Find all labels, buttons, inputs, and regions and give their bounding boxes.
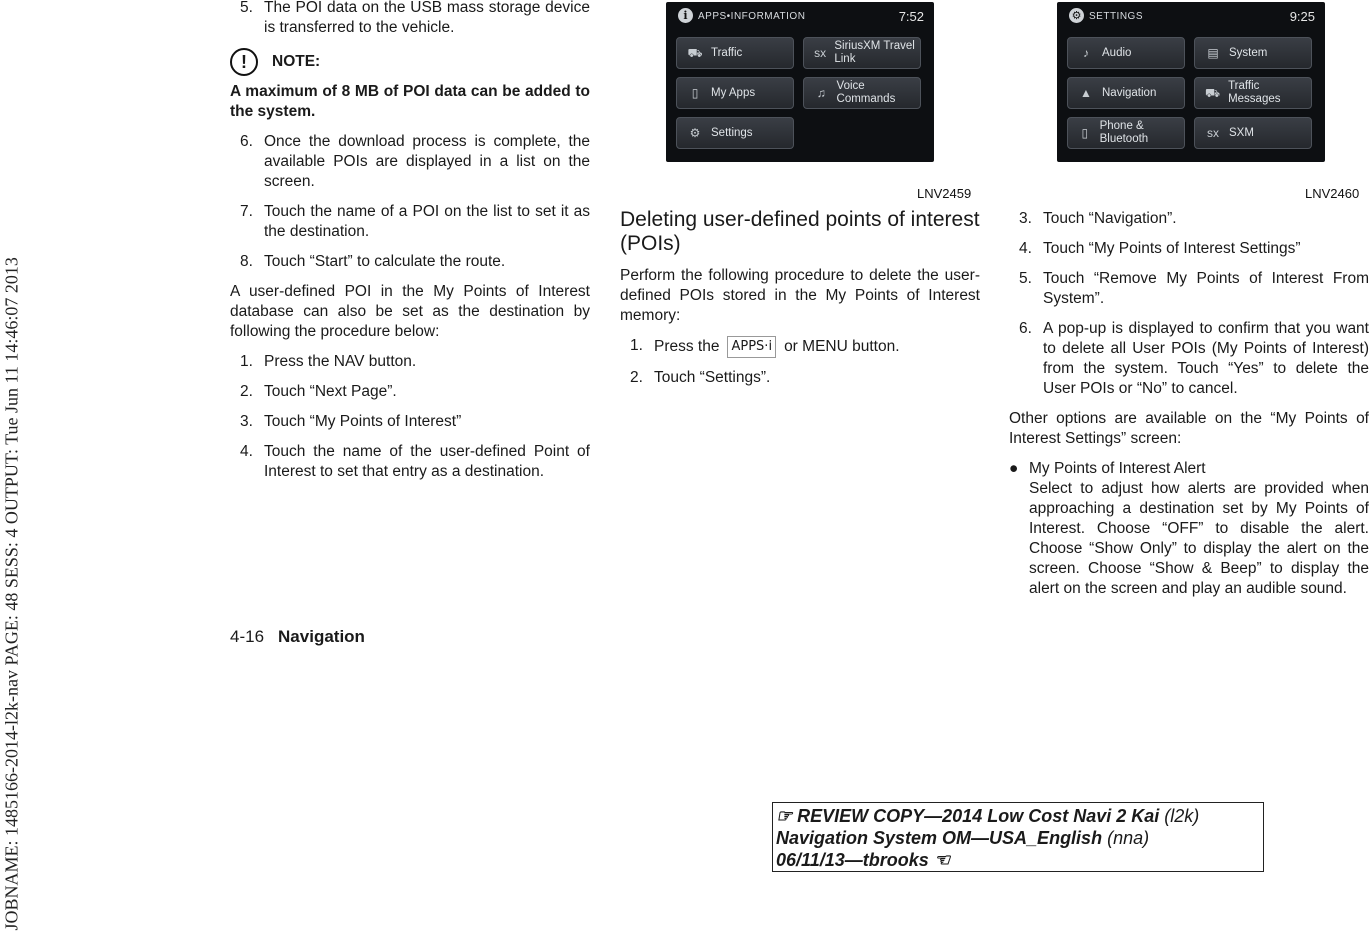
note-header bbox=[230, 48, 590, 76]
audio-button[interactable]: ♪ Audio bbox=[1067, 37, 1185, 69]
step-number: 3. bbox=[240, 413, 253, 430]
step-number: 2. bbox=[630, 369, 643, 386]
step-item bbox=[230, 202, 590, 242]
step-number: 4. bbox=[1019, 240, 1032, 257]
step-text: Touch the name of the user-defined Point of Interest to set that entry as a destination. bbox=[264, 443, 590, 480]
step-text: Touch “Start” to calculate the route. bbox=[264, 253, 506, 270]
gear-icon: ⚙ bbox=[689, 125, 701, 140]
bullet-body: Select to adjust how alerts are provided when approaching a destination set by My Points of Interest. Choose “OFF” to disable the alert. Choose “Show Only” to display the alert on the screen. Choose “Show & Beep” to display the alert on the screen and play an audible sound. bbox=[1029, 480, 1369, 597]
page-number: 4-16 bbox=[230, 627, 265, 646]
step-2 bbox=[620, 368, 980, 388]
review-line1: ☞ REVIEW COPY—2014 Low Cost Navi 2 Kai bbox=[776, 806, 1160, 826]
step-item bbox=[230, 132, 590, 192]
figure-caption-1: LNV2459 bbox=[917, 186, 972, 201]
step-text: Touch “My Points of Interest Settings” bbox=[1043, 240, 1301, 257]
step-1 bbox=[620, 336, 980, 358]
step-number: 2. bbox=[240, 383, 253, 400]
steps-list-b bbox=[230, 352, 590, 482]
sxm-button[interactable]: sx SXM bbox=[1194, 117, 1312, 149]
settings-screen bbox=[1057, 2, 1325, 162]
step-text: Touch “Remove My Points of Interest From System”. bbox=[1043, 270, 1369, 307]
apps-info-button-icon: APPS·i bbox=[727, 336, 776, 358]
step-number: 1. bbox=[630, 337, 643, 354]
traffic-button[interactable]: ⛟ Traffic bbox=[676, 37, 794, 69]
step-item bbox=[230, 382, 590, 402]
navigation-button[interactable]: ▲ Navigation bbox=[1067, 77, 1185, 109]
step-item bbox=[1009, 209, 1369, 229]
section-heading: Deleting user-defined points of interest (POIs) bbox=[620, 208, 980, 255]
voice-commands-button[interactable]: ♫ Voice Commands bbox=[803, 77, 921, 109]
step-text: Touch the name of a POI on the list to set it as the destination. bbox=[264, 203, 590, 240]
sxm-icon: sx bbox=[814, 45, 827, 60]
note-title: NOTE: bbox=[272, 53, 321, 70]
gear-icon: ⚙ bbox=[1069, 8, 1084, 23]
step-number: 7. bbox=[240, 203, 253, 220]
step-item bbox=[1009, 269, 1369, 309]
figure-caption-2: LNV2460 bbox=[1305, 186, 1360, 201]
step-item bbox=[230, 252, 590, 272]
traffic-messages-button[interactable]: ⛟ Traffic Messages bbox=[1194, 77, 1312, 109]
traffic-icon: ⛟ bbox=[687, 45, 703, 60]
step-number: 4. bbox=[240, 443, 253, 460]
phone-icon: ▯ bbox=[1081, 125, 1089, 140]
paragraph-my-poi: A user-defined POI in the My Points of Interest database can also be set as the destination by following the procedure below: bbox=[230, 283, 590, 340]
step-text: Press the APPS·i or MENU button. bbox=[654, 336, 980, 358]
bullet-icon: ● bbox=[1009, 460, 1019, 477]
info-icon: i bbox=[678, 8, 693, 23]
note-body: A maximum of 8 MB of POI data can be added to the system. bbox=[230, 83, 590, 120]
apps-information-screen bbox=[666, 2, 934, 162]
step-item bbox=[230, 442, 590, 482]
left-column bbox=[230, 0, 590, 492]
screen-title: APPS•INFORMATION bbox=[698, 11, 806, 22]
step-number: 1. bbox=[240, 353, 253, 370]
sxm-icon: sx bbox=[1207, 125, 1219, 140]
step-text: Touch “Next Page”. bbox=[264, 383, 397, 400]
step-number: 6. bbox=[240, 133, 253, 150]
review-line2: Navigation System OM—USA_English bbox=[776, 828, 1103, 848]
step-item bbox=[230, 412, 590, 432]
step-number: 5. bbox=[240, 0, 253, 16]
step-item bbox=[230, 352, 590, 372]
bullet-title: My Points of Interest Alert bbox=[1029, 460, 1206, 477]
review-line3: 06/11/13—tbrooks ☜ bbox=[776, 850, 950, 870]
steps-list-c bbox=[1009, 209, 1369, 399]
step-text: The POI data on the USB mass storage device is transferred to the vehicle. bbox=[264, 0, 590, 36]
step-item bbox=[1009, 319, 1369, 399]
screen-title: SETTINGS bbox=[1089, 11, 1144, 22]
job-info-sidebar: JOBNAME: 1485166-2014-l2k-nav PAGE: 48 SESS: 4 OUTPUT: Tue Jun 11 14:46:07 2013 bbox=[1, 257, 22, 931]
step-text: Touch “Settings”. bbox=[654, 369, 771, 386]
paragraph-other-options: Other options are available on the “My Points of Interest Settings” screen: bbox=[1009, 410, 1369, 447]
middle-column bbox=[620, 208, 980, 398]
navigation-arrow-icon: ▲ bbox=[1080, 85, 1092, 100]
step-text: Touch “My Points of Interest” bbox=[264, 413, 462, 430]
screen-clock: 9:25 bbox=[1289, 9, 1315, 24]
voice-icon: ♫ bbox=[816, 85, 826, 100]
paragraph-delete-pois: Perform the following procedure to delete the user-defined POIs stored in the My Points of Interest memory: bbox=[620, 267, 980, 324]
step-text: Press the NAV button. bbox=[264, 353, 417, 370]
page-footer bbox=[230, 627, 365, 647]
step-5 bbox=[230, 0, 590, 38]
exclamation-icon: ! bbox=[230, 48, 258, 76]
system-button[interactable]: ▤ System bbox=[1194, 37, 1312, 69]
screen-clock: 7:52 bbox=[898, 9, 924, 24]
settings-button[interactable]: ⚙ Settings bbox=[676, 117, 794, 149]
phone-bluetooth-button[interactable]: ▯ Phone & Bluetooth bbox=[1067, 117, 1185, 149]
step-item bbox=[1009, 239, 1369, 259]
step-text: Once the download process is complete, the available POIs are displayed in a list on the screen. bbox=[264, 133, 590, 190]
phone-apps-icon: ▯ bbox=[691, 85, 699, 100]
traffic-icon: ⛟ bbox=[1204, 85, 1221, 100]
siriusxm-travel-link-button[interactable]: sx SiriusXM Travel Link bbox=[803, 37, 921, 69]
step-number: 5. bbox=[1019, 270, 1032, 287]
review-copy-box: ☞ REVIEW COPY—2014 Low Cost Navi 2 Kai (l2k) Navigation System OM—USA_English (nna) 06/11/13—tbrooks ☜ bbox=[772, 802, 1264, 872]
my-apps-button[interactable]: ▯ My Apps bbox=[676, 77, 794, 109]
step-text: Touch “Navigation”. bbox=[1043, 210, 1177, 227]
step-number: 6. bbox=[1019, 320, 1032, 337]
step-number: 3. bbox=[1019, 210, 1032, 227]
music-note-icon: ♪ bbox=[1083, 45, 1089, 60]
steps-list-a bbox=[230, 132, 590, 272]
section-name: Navigation bbox=[278, 627, 365, 646]
step-number: 8. bbox=[240, 253, 253, 270]
bullet-item bbox=[1009, 459, 1369, 599]
right-column bbox=[1009, 209, 1369, 609]
system-icon: ▤ bbox=[1207, 45, 1219, 60]
step-text: A pop-up is displayed to confirm that you want to delete all User POIs (My Points of Interest) from the system. Touch “Yes” to delete the User POIs or “No” to cancel. bbox=[1043, 320, 1369, 397]
